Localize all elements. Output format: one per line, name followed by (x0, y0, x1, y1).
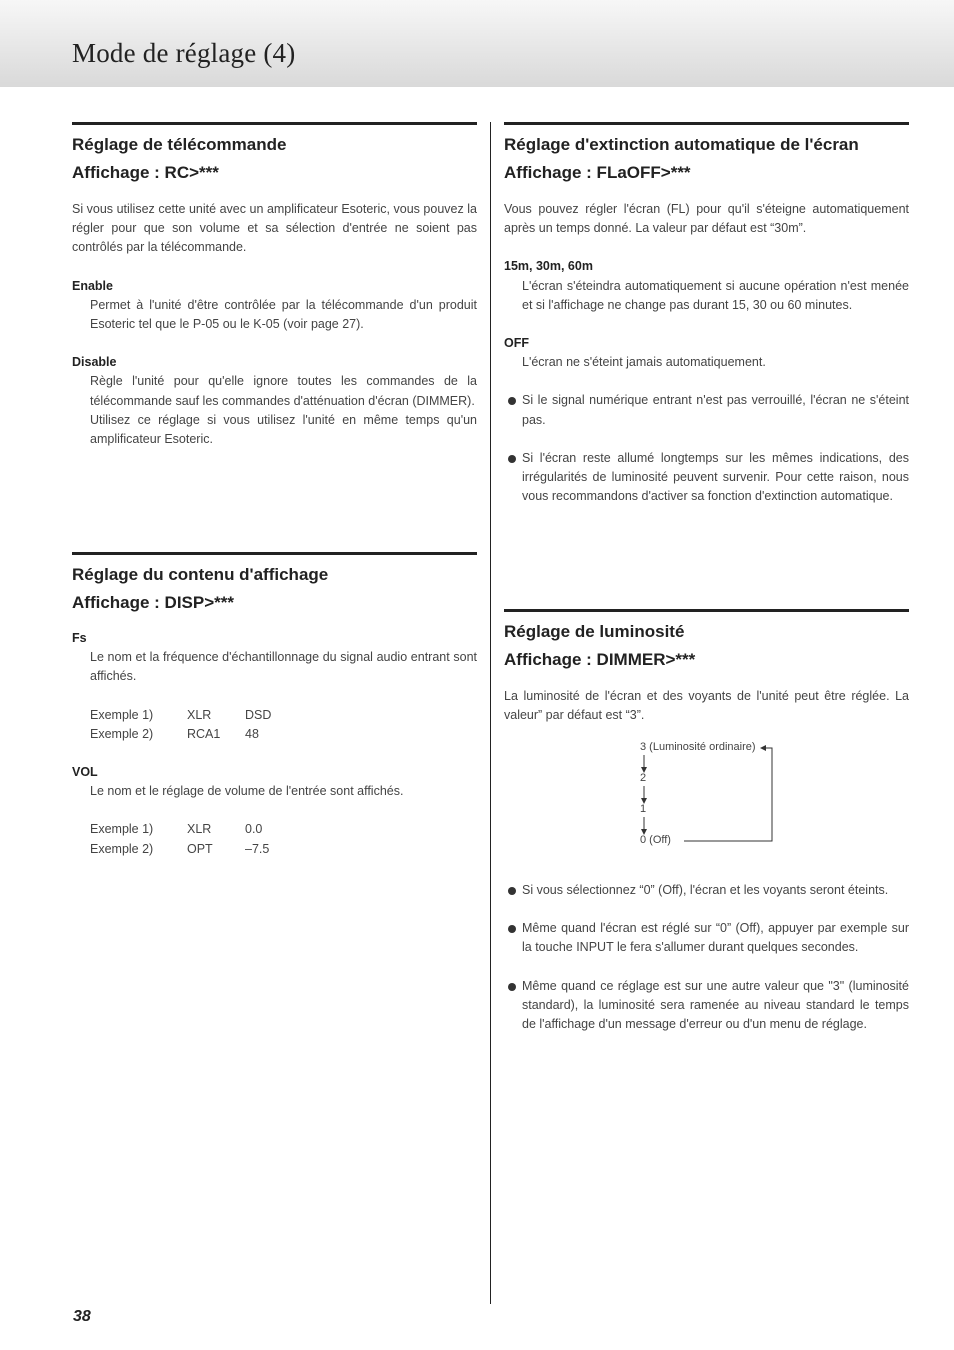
example-input: XLR (187, 707, 212, 722)
bullet-icon (508, 983, 516, 991)
section-intro: Vous pouvez régler l'écran (FL) pour qu'il s'éteigne automatiquement après un temps donné. La valeur par défaut est “30m”. (504, 202, 909, 236)
term-off-text: L'écran ne s'éteint jamais automatiquement. (522, 355, 766, 370)
section-dimmer (504, 609, 909, 725)
note-bullet (504, 449, 909, 507)
section-flaoff (504, 122, 909, 506)
example-label: Exemple 2) (90, 726, 154, 741)
section-title: Réglage de télécommande (72, 135, 287, 154)
example-row (90, 706, 477, 725)
section-rule (72, 552, 477, 555)
example-value: DSD (245, 707, 272, 722)
note-bullet (504, 919, 909, 957)
term-enable: Enable (72, 278, 113, 293)
section-intro: Si vous utilisez cette unité avec un amplificateur Esoteric, vous pouvez la régler pour que son volume et sa sélection d'entrée ne soient pas contrôlés par la télécommande. (72, 202, 477, 255)
note-text: Même quand l'écran est réglé sur “0” (Off), appuyer par exemple sur la touche INPUT le fera s'allumer durant quelques secondes. (522, 921, 909, 955)
example-input: XLR (187, 822, 212, 837)
bullet-icon (508, 455, 516, 463)
section-title: Réglage d'extinction automatique de l'écran (504, 135, 859, 154)
page-header (0, 0, 954, 87)
note-bullet (504, 881, 909, 900)
section-display: Affichage : FLaOFF>*** (504, 163, 691, 182)
example-row (90, 820, 477, 839)
section-display: Affichage : RC>*** (72, 163, 219, 182)
example-label: Exemple 1) (90, 822, 154, 837)
term-enable-text: Permet à l'unité d'être contrôlée par la télécommande d'un produit Esoteric tel que le P-05 ou le K-05 (voir page 27). (90, 297, 477, 332)
bullet-icon (508, 397, 516, 405)
level-label-3: 3 (Luminosité ordinaire) (640, 741, 756, 753)
section-disp (72, 552, 477, 859)
section-display: Affichage : DIMMER>*** (504, 650, 696, 669)
example-value: 0.0 (245, 822, 263, 837)
example-input: RCA1 (187, 726, 221, 741)
section-intro: La luminosité de l'écran et des voyants de l'unité peut être réglée. La valeur” par défaut est “3”. (504, 689, 909, 723)
section-rule (504, 122, 909, 125)
note-bullet (504, 977, 909, 1035)
note-text: Même quand ce réglage est sur une autre valeur que "3" (luminosité standard), la luminosité sera ramenée au niveau standard le temps de l'affichage d'un message d'erreur ou d'un menu de réglage. (522, 978, 909, 1032)
term-fs: Fs (72, 631, 87, 645)
term-disable-text-2: Utilisez ce réglage si vous utilisez l'unité en même temps qu'un amplificateur Esoteric. (90, 412, 477, 447)
section-title: Réglage du contenu d'affichage (72, 565, 329, 584)
example-label: Exemple 2) (90, 841, 154, 856)
section-rule (504, 609, 909, 612)
level-label-1: 1 (640, 803, 647, 815)
term-vol: VOL (72, 765, 98, 780)
section-rule (72, 122, 477, 125)
example-row (90, 840, 477, 859)
term-times: 15m, 30m, 60m (504, 259, 593, 274)
level-label-2: 2 (640, 772, 647, 784)
term-fs-text: Le nom et la fréquence d'échantillonnage du signal audio entrant sont affichés. (90, 650, 477, 684)
note-text: Si le signal numérique entrant n'est pas verrouillé, l'écran ne s'éteint pas. (522, 393, 909, 427)
level-label-0: 0 (Off) (640, 834, 671, 846)
note-bullet (504, 391, 909, 429)
page-number: 38 (73, 1308, 91, 1325)
term-times-text: L'écran s'éteindra automatiquement si aucune opération n'est menée et si l'affichage ne change pas durant 15, 30 ou 60 minutes. (522, 278, 909, 312)
term-vol-text: Le nom et le réglage de volume de l'entrée sont affichés. (90, 784, 404, 799)
bullet-icon (508, 887, 516, 895)
section-display: Affichage : DISP>*** (72, 593, 235, 612)
section-remote (72, 122, 477, 449)
example-value: 48 (245, 726, 259, 741)
section-title: Réglage de luminosité (504, 622, 685, 641)
dimmer-notes (504, 881, 909, 1034)
dimmer-cycle-diagram (630, 738, 790, 853)
term-disable-text: Règle l'unité pour qu'elle ignore toutes les commandes de la télécommande sauf les commandes d'atténuation d'écran (DIMMER). (90, 374, 477, 408)
example-row (90, 725, 477, 744)
example-value: –7.5 (245, 841, 270, 856)
example-input: OPT (187, 841, 213, 856)
bullet-icon (508, 925, 516, 933)
column-divider (490, 122, 491, 1304)
page-title: Mode de réglage (4) (72, 38, 296, 68)
term-disable: Disable (72, 355, 117, 370)
note-text: Si vous sélectionnez “0” (Off), l'écran et les voyants seront éteints. (522, 883, 889, 897)
example-label: Exemple 1) (90, 707, 154, 722)
note-text: Si l'écran reste allumé longtemps sur les mêmes indications, des irrégularités de luminosité peuvent survenir. Pour cette raison, nous vous recommandons d'activer sa fonction d'extinction automatique. (522, 450, 909, 504)
term-off: OFF (504, 336, 529, 351)
